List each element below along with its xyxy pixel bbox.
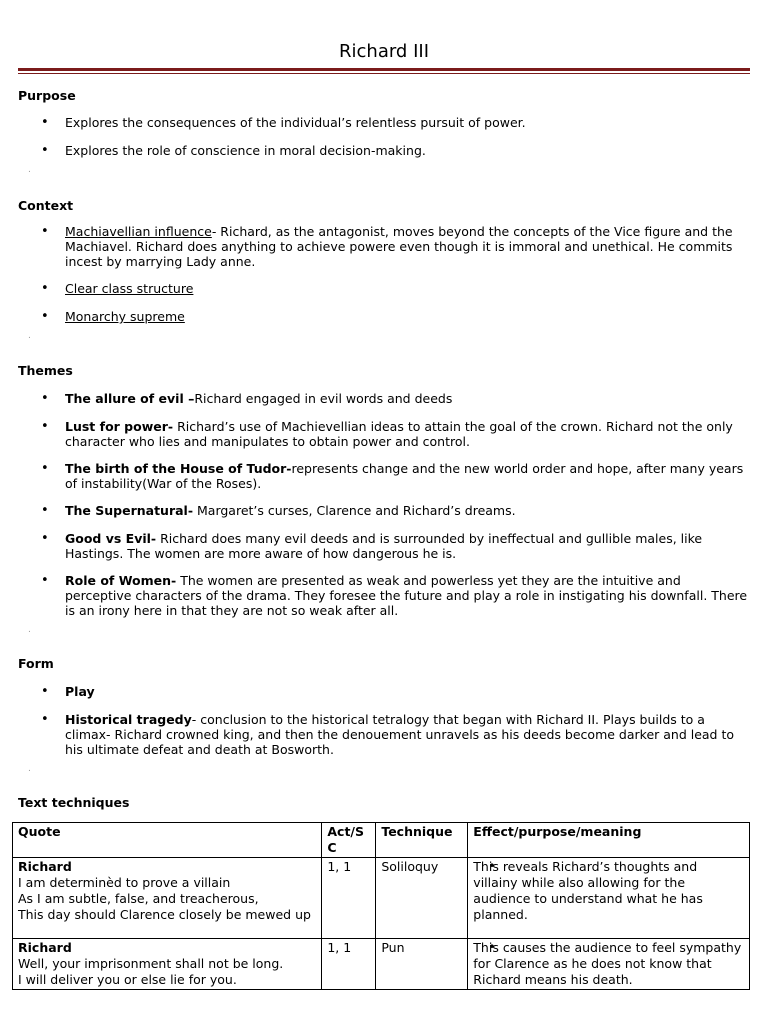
act-cell: 1, 1 (322, 939, 376, 990)
table-row (13, 939, 750, 990)
spacer-mark: . (28, 625, 31, 635)
techniques-table (12, 822, 750, 990)
column-header-technique: Technique (376, 823, 468, 858)
theme-item-text: represents change and the new world order and hope, after many years of instability(War of the Roses). (65, 461, 744, 491)
techniques-heading: Text techniques (18, 795, 130, 810)
theme-item-lead: Lust for power- (65, 419, 174, 434)
context-item (65, 309, 750, 324)
context-item-text: - Richard, as the antagonist, moves beyond the concepts of the Vice figure and the Machiavel. Richard does anything to achieve powere even though it is immoral and unethical. He commits incest by marrying Lady anne. (65, 224, 733, 269)
context-heading: Context (18, 198, 74, 213)
context-item (65, 224, 750, 269)
theme-item-lead: Good vs Evil- (65, 531, 157, 546)
theme-item (65, 573, 750, 618)
theme-item-lead: The birth of the House of Tudor- (65, 461, 292, 476)
context-item-lead: Machiavellian influence (65, 224, 212, 239)
technique-cell: Pun (376, 939, 468, 990)
theme-item (65, 419, 750, 449)
quote-line: I will deliver you or else lie for you. (18, 972, 237, 987)
purpose-item: • Explores the consequences of the individual’s relentless pursuit of power. (65, 115, 750, 130)
page-title: Richard III (339, 41, 429, 62)
theme-item (65, 461, 750, 491)
theme-item-lead: The allure of evil – (65, 391, 195, 406)
quote-line: As I am subtle, false, and treacherous, (18, 891, 259, 906)
quote-line: This day should Clarence closely be mewed up (18, 907, 311, 922)
technique-cell: Soliloquy (376, 858, 468, 939)
theme-item (65, 503, 750, 518)
quote-speaker: Richard (18, 940, 72, 955)
spacer-mark: . (28, 165, 31, 175)
title-rule-thin (18, 73, 750, 74)
context-item-lead: Monarchy supreme (65, 309, 185, 324)
effect-cell: • This causes the audience to feel sympathy for Clarence as he does not know that Richard means his death. (468, 939, 750, 990)
column-header-quote: Quote (13, 823, 322, 858)
theme-item (65, 531, 750, 561)
theme-item-lead: Role of Women- (65, 573, 177, 588)
form-item (65, 712, 750, 757)
form-heading: Form (18, 656, 54, 671)
quote-speaker: Richard (18, 859, 72, 874)
context-item-lead: Clear class structure (65, 281, 194, 296)
theme-item-text: Richard’s use of Machievellian ideas to attain the goal of the crown. Richard not the only character who lies and manipulates to obtain power and control. (65, 419, 733, 449)
table-header-row (13, 823, 750, 858)
effect-cell: • This reveals Richard’s thoughts and villainy while also allowing for the audience to understand what he has planned. (468, 858, 750, 939)
column-header-act: Act/S C (322, 823, 376, 858)
form-item-text: - conclusion to the historical tetralogy that began with Richard II. Plays builds to a climax- Richard crowned king, and then the denouement unravels as his deeds become darker and lead to his ultimate defeat and death at Bosworth. (65, 712, 735, 757)
column-header-effect: Effect/purpose/meaning (468, 823, 750, 858)
theme-item-text: Richard engaged in evil words and deeds (194, 391, 453, 406)
title-rule (18, 68, 750, 71)
theme-item-text: Richard does many evil deeds and is surrounded by ineffectual and gullible males, like Hastings. The women are more aware of how dangerous he is. (65, 531, 703, 561)
quote-line: I am determinèd to prove a villain (18, 875, 231, 890)
quote-line: Well, your imprisonment shall not be long. (18, 956, 284, 971)
purpose-heading: Purpose (18, 88, 76, 103)
theme-item-text: The women are presented as weak and powerless yet they are the intuitive and perceptive characters of the drama. They foresee the future and play a role in instigating his downfall. There is an irony here in that they are not so weak after all. (65, 573, 748, 618)
form-item-lead: Historical tragedy (65, 712, 192, 727)
themes-heading: Themes (18, 363, 73, 378)
quote-cell (13, 939, 322, 990)
table-row (13, 858, 750, 939)
spacer-mark: . (28, 764, 31, 774)
theme-item-lead: The Supernatural- (65, 503, 194, 518)
form-item-lead: Play (65, 684, 95, 699)
form-item (65, 684, 750, 699)
theme-item-text: Margaret’s curses, Clarence and Richard’s dreams. (193, 503, 516, 518)
quote-cell (13, 858, 322, 939)
theme-item (65, 391, 750, 406)
context-item (65, 281, 750, 296)
spacer-mark: . (28, 331, 31, 341)
purpose-item: • Explores the role of conscience in moral decision-making. (65, 143, 750, 158)
act-cell: 1, 1 (322, 858, 376, 939)
